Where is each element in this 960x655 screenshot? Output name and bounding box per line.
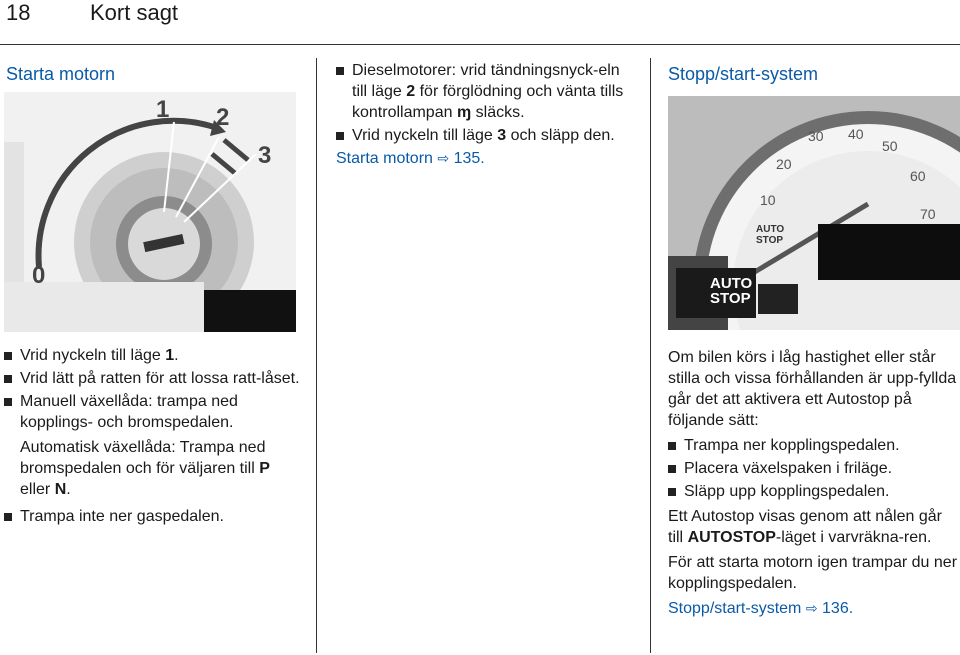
position-label-0: 0: [32, 262, 46, 289]
gauge-tick-70: 70: [920, 206, 936, 222]
list-item: Trampa inte ner gaspedalen.: [4, 506, 304, 527]
glow-plug-icon: ɱ: [456, 104, 472, 121]
autostop-steps-list: [668, 435, 960, 502]
section-heading-start-engine: Starta motorn: [6, 64, 116, 84]
header-rule: [0, 44, 960, 45]
right-instructions: [668, 347, 960, 619]
gauge-autostop-mark: AUTO STOP: [756, 224, 785, 246]
list-item: Vrid nyckeln till läge 1.: [4, 345, 304, 366]
middle-instructions: [336, 60, 636, 169]
page-reference-icon: ⇨: [805, 600, 818, 616]
section-heading-stop-start: Stopp/start-system: [668, 64, 819, 84]
diesel-steps-list: [336, 60, 636, 146]
gauge-tick-10: 10: [760, 192, 776, 208]
position-label-1: 1: [156, 96, 170, 123]
list-item: Manuell växellåda: trampa ned kopplings- och bromspedalen.: [4, 391, 304, 433]
gauge-tick-60: 60: [910, 168, 926, 184]
cross-reference-stop-start[interactable]: Stopp/start-system ⇨ 136.: [668, 600, 854, 617]
restart-paragraph: För att starta motorn igen trampar du ner kopplingspedalen.: [668, 554, 958, 592]
ignition-lock-illustration: [4, 92, 296, 332]
gauge-tick-30: 30: [808, 128, 824, 144]
page-number: 18: [6, 0, 31, 25]
start-steps-list-2: [4, 506, 304, 527]
start-steps-list: [4, 345, 304, 433]
autostop-intro: Om bilen körs i låg hastighet eller står stilla och vissa förhållanden är upp-fyllda går det att aktivera ett Autostop på följande sätt:: [668, 349, 957, 429]
gauge-tick-40: 40: [848, 126, 864, 142]
position-label-2: 2: [216, 104, 230, 131]
autostop-zoom-badge: AUTO STOP: [710, 275, 753, 307]
autostop-indication: Ett Autostop visas genom att nålen går till AUTOSTOP-läget i varvräkna-ren.: [668, 508, 942, 546]
gauge-tick-50: 50: [882, 138, 898, 154]
automatic-gearbox-paragraph: Automatisk växellåda: Trampa ned bromspedalen och för väljaren till P eller N.: [20, 439, 270, 498]
left-instructions: [4, 345, 304, 529]
list-item: Trampa ner kopplingspedalen.: [668, 435, 960, 456]
column-divider: [650, 58, 651, 653]
list-item: Släpp upp kopplingspedalen.: [668, 481, 960, 502]
cross-reference-start-engine[interactable]: Starta motorn ⇨ 135.: [336, 150, 485, 167]
list-item: Vrid lätt på ratten för att lossa ratt-låset.: [4, 368, 304, 389]
ignition-lock-figure: [4, 92, 296, 332]
page-reference-icon: ⇨: [437, 150, 450, 166]
position-label-3: 3: [258, 142, 272, 169]
list-item: Placera växelspaken i friläge.: [668, 458, 960, 479]
gauge-tick-20: 20: [776, 156, 792, 172]
list-item: Dieselmotorer: vrid tändningsnyck-eln till läge 2 för förglödning och vänta tills kontrollampan ɱ släcks.: [336, 60, 636, 123]
list-item: Vrid nyckeln till läge 3 och släpp den.: [336, 125, 636, 146]
tachometer-figure: [668, 96, 960, 330]
chapter-title: Kort sagt: [90, 0, 179, 25]
column-divider: [316, 58, 317, 653]
